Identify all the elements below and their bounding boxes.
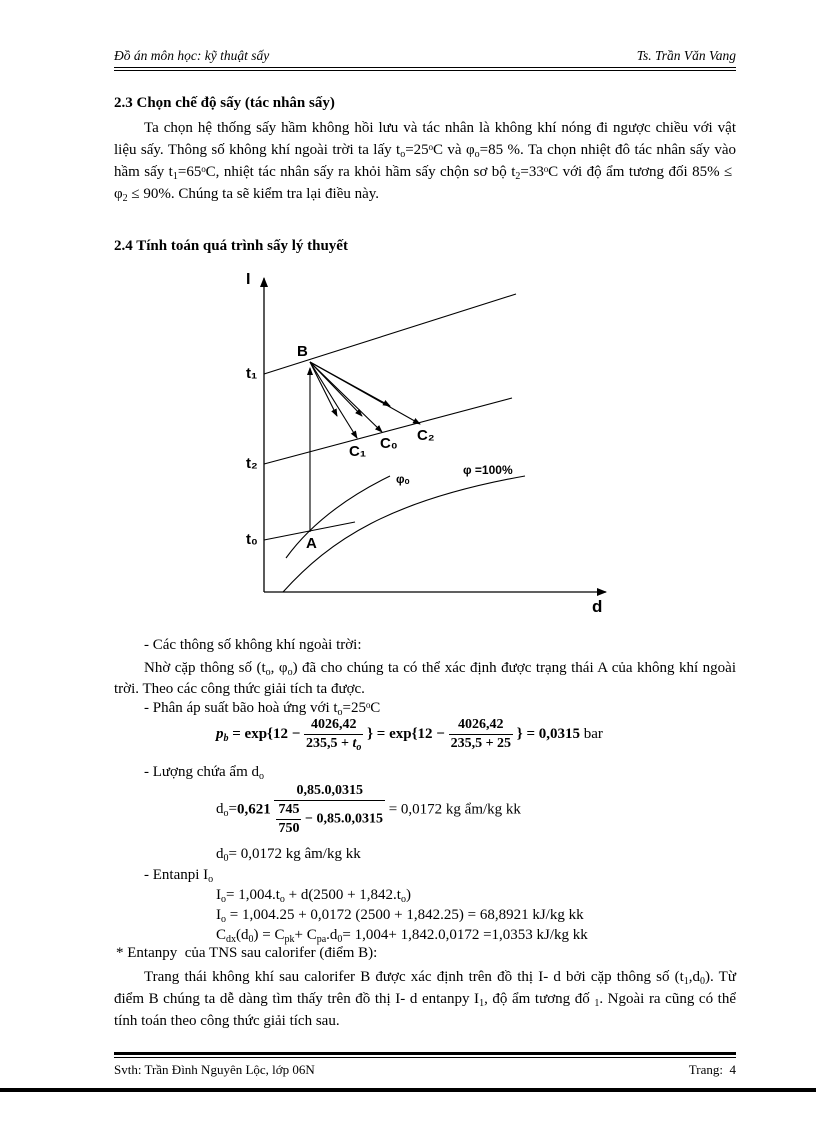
point-C2-label: C₂: [417, 427, 435, 444]
isotherm-t2: [264, 398, 512, 464]
drying-line-B-C1: [310, 362, 357, 438]
paragraph-state-B: Trang thái không khí sau calorifer B được xác định trên đồ thị I- d bởi cặp thông số $(t_1,d_0)$. Từ điểm B chúng ta dễ dàng tìm thấy trên đồ thị I- d entanpy $I_1$, độ ẩm tương đố $_1$. Ngoài ra cũng có thể tính toán theo công thức giải tích sau.: [114, 969, 737, 1029]
f1-mid: } = exp{12 −: [367, 725, 445, 742]
drying-line-B-C2: [310, 362, 420, 424]
curve-phi-0: [286, 476, 390, 558]
formula-saturation-pressure: [216, 716, 603, 753]
f2-rhs: = 0,0172 kg ẩm/kg kk: [388, 801, 521, 818]
isotherm-t1: [264, 294, 516, 374]
point-C1-label: C₁: [349, 443, 367, 460]
footer-rule-2: [114, 1057, 736, 1058]
page-header: [114, 48, 736, 66]
isotherm-t0: [264, 522, 355, 540]
section-2-3-paragraph: Ta chọn hệ thống sấy hầm không hồi lưu và tác nhân là không khí nóng đi ngược chiều với vật liệu sấy. Thông số không khí ngoài trời ta lấy $t_o=25ᵒC$ và $\varphi_o=85$ %. Ta chọn nhiệt đô tác nhân sấy vào hầm sấy $t_1=65ᵒC$, nhiệt tác nhân sấy ra khỏi hầm sấy chộn sơ bộ $t_2=33ᵒC$ với độ ẩm tương đối $85\% \le \varphi_2 \le 90\%$. Chúng ta sẽ kiểm tra lại điều này.: [114, 120, 736, 204]
formula-moisture-content: [216, 782, 521, 838]
formula-enthalpy: $I_o= 1,004.t_o + d(2500 + 1,842.t_o)$: [216, 887, 411, 905]
process-lines: [310, 362, 420, 532]
page-bottom-edge: [0, 1088, 816, 1092]
footer-student: Svth: Trần Đình Nguyên Lộc, lớp 06N: [114, 1062, 315, 1077]
f2-coef: 0,621: [236, 801, 271, 818]
line-enthalpy-B-title: * Entanpy của TNS sau calorifer (điểm B):: [116, 945, 378, 961]
x-axis-label: d: [592, 597, 603, 616]
line-moisture-content: - Lượng chứa ẩm $d_o$: [144, 764, 264, 782]
drying-arrow-3: [310, 362, 362, 416]
f2-main-fraction: [274, 782, 384, 838]
header-rule-2: [114, 70, 736, 71]
diagram-labels: [246, 271, 602, 616]
f1-result: } = 0,0315: [516, 725, 581, 742]
f2-denominator: $\frac{745}{750}$ − 0,85.0,0315: [278, 802, 383, 836]
header-rule: [114, 67, 736, 68]
f1-lhs: $p_b = \exp\{12$ −: [216, 725, 301, 744]
f1-fraction-1: $\frac{4026,42}{235,5 + t_o}$: [306, 717, 362, 753]
paragraph-state-A: Nhờ cặp thông số ($t_o$, $\varphi_o$) đã cho chúng ta có thể xác định được trạng thái A của không khí ngoài trời. Theo các công thức giải tích ta được.: [114, 660, 736, 697]
footer-rule: [114, 1052, 736, 1055]
section-2-4-title: 2.4 Tính toán quá trình sấy lý thuyết: [114, 238, 348, 254]
line-d0-value: $d_0= 0,0172$ kg âm/kg kk: [216, 846, 361, 864]
diagram-axes: [264, 278, 606, 592]
drying-arrow-4: [310, 362, 390, 406]
line-enthalpy-title: - Entanpi $I_o$: [144, 867, 214, 885]
point-B-label: B: [297, 343, 308, 360]
point-A-label: A: [306, 535, 317, 552]
isotherm-lines: [264, 294, 516, 540]
line-saturation-pressure: - Phân áp suất bão hoà ứng với $t_o=25ᵒC$: [144, 700, 381, 718]
curve-phi0-label: φₒ: [396, 472, 410, 486]
header-author: Ts. Trần Văn Vang: [636, 48, 736, 63]
header-course: Đồ án môn học: kỹ thuật sấy: [114, 48, 270, 63]
f1-unit: bar: [583, 725, 603, 742]
f1-fraction-2: $\frac{4026,42}{235,5 + 25}$: [450, 717, 512, 751]
drying-arrow-2: [310, 362, 337, 416]
footer-page-number: Trang: 4: [688, 1062, 736, 1077]
curve-phi-100: [283, 476, 525, 592]
line-outdoor-params: - Các thông số không khí ngoài trời:: [144, 637, 362, 653]
tick-t1: t₁: [246, 365, 258, 382]
drying-line-B-C0: [310, 362, 382, 432]
point-C0-label: C₀: [380, 435, 398, 452]
tick-t0: t₀: [246, 531, 258, 548]
f2-numerator: 0,85.0,0315: [274, 782, 384, 801]
formula-enthalpy-value: $I_o = 1,004.25 + 0,0172$ (2500 + 1,842.25) = 68,8921 kJ/kg kk: [216, 907, 584, 925]
formula-specific-heat: $C_{dx}(d_0) = C_{pk}+ C_{pa}.d_0= 1,004+ 1,842.0,0172 =1,0353$ kJ/kg kk: [216, 927, 588, 945]
section-2-3-title: 2.3 Chọn chế độ sấy (tác nhân sấy): [114, 95, 335, 111]
tick-t2: t₂: [246, 455, 258, 472]
y-axis-label: I: [246, 271, 251, 288]
f2-lhs: $d_o=$: [216, 801, 237, 820]
curve-phi100-label: φ =100%: [463, 463, 513, 477]
saturation-curves: [283, 476, 525, 592]
